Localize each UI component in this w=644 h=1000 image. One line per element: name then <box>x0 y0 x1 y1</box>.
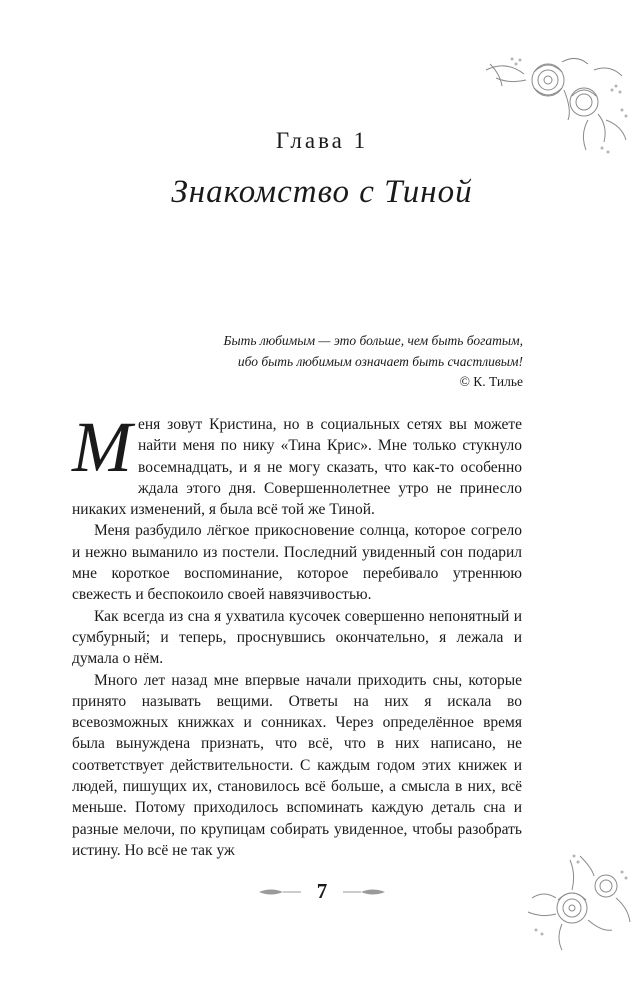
paragraph <box>72 407 522 520</box>
leaf-ornament-left-icon <box>257 887 303 897</box>
page-footer <box>0 879 644 904</box>
chapter-title: Знакомство с Тиной <box>171 174 473 210</box>
paragraph: Меня разбудило лёгкое прикосновение солнца, которое согрело и нежно выманило из постели. Последний увиденный сон подарил мне короткое воспоминание, которое перебивало утреннюю свежесть и беспокоило своей навязчивостью. <box>72 522 522 604</box>
paragraph: Много лет назад мне впервые начали приходить сны, которые принято называть вещими. Ответы на них я искала во всевозможных книжках и сонниках. Через определённое время была вынуждена признать, что всё, что в них написано, не соответствует действительности. С каждым годом этих книжек и людей, пишущих их, становилось всё больше, а смысла в них, всё меньше. Потому приходилось вспоминать каждую деталь сна и разные мелочи, по крупицам собирать увиденное, чтобы разобрать истину. Но всё не так уж <box>72 671 522 859</box>
page-number: 7 <box>316 879 328 903</box>
paragraph: Как всегда из сна я ухватила кусочек совершенно непонятный и сумбурный; и теперь, проснувшись окончательно, я лежала и думала о нём. <box>72 607 522 668</box>
epigraph <box>224 330 523 372</box>
chapter-label: Глава 1 <box>275 128 369 153</box>
paragraph-text: еня зовут Кристина, но в социальных сетях вы можете найти меня по нику «Тина Крис». Мне только стукнуло восемнадцать, и я не могу сказать, что как-то особенно ждала этого дня. Совершеннолетнее утро не принесло никаких изменений, я была всё той же Тиной. <box>72 416 522 519</box>
drop-cap: М <box>72 407 132 487</box>
leaf-ornament-right-icon <box>341 887 387 897</box>
epigraph-author: © К. Тилье <box>459 374 523 389</box>
chapter-body <box>72 407 522 861</box>
epigraph-line: Быть любимым — это больше, чем быть богатым, <box>223 333 523 348</box>
epigraph-line: ибо быть любимым означает быть счастливым! <box>237 354 523 369</box>
